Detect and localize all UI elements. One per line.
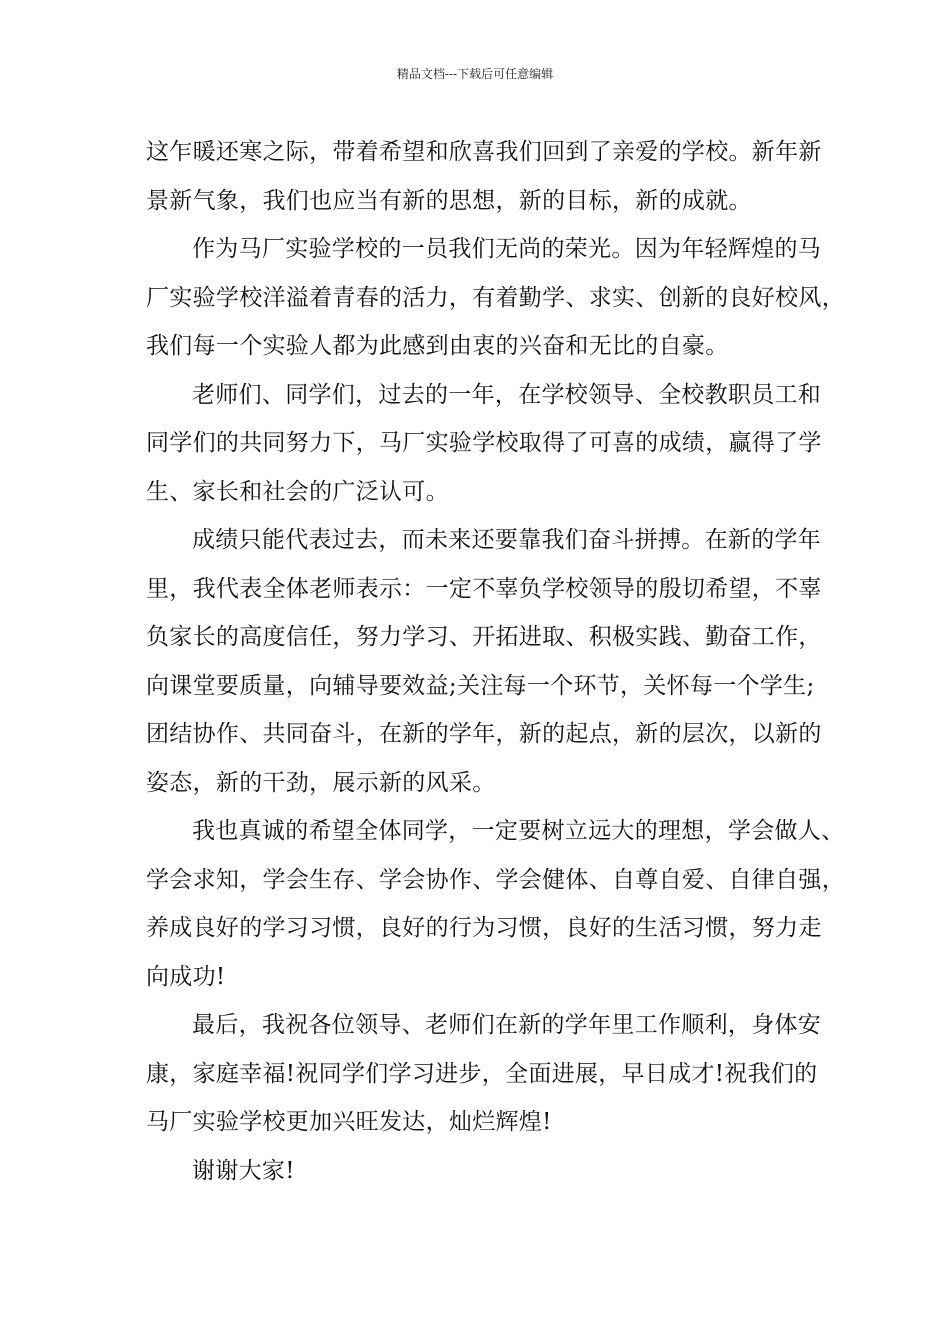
- paragraph: [146, 807, 845, 1001]
- text-line: 景新气象，我们也应当有新的思想，新的目标，新的成就。: [146, 187, 752, 214]
- text-line: 老师们、同学们，过去的一年，在学校领导、全校教职员工和: [192, 381, 822, 408]
- text-line: 厂实验学校洋溢着青春的活力，有着勤学、求实、创新的良好校风，: [146, 284, 845, 311]
- text-line: 这乍暖还寒之际，带着希望和欣喜我们回到了亲爱的学校。新年新: [146, 139, 822, 165]
- text-line: 学会求知，学会生存、学会协作、学会健体、自尊自爱、自律自强，: [146, 866, 845, 893]
- text-line: 康，家庭幸福!祝同学们学习进步，全面进展，早日成才!祝我们的: [146, 1060, 818, 1087]
- text-line: 养成良好的学习习惯，良好的行为习惯，良好的生活习惯，努力走: [146, 915, 822, 941]
- text-line: 同学们的共同努力下，马厂实验学校取得了可喜的成绩，赢得了学: [146, 430, 822, 456]
- text-line: 最后，我祝各位领导、老师们在新的学年里工作顺利，身体安: [192, 1012, 822, 1038]
- text-line: 谢谢大家!: [192, 1157, 295, 1184]
- paragraph: [146, 516, 822, 807]
- text-line: 作为马厂实验学校的一员我们无尚的荣光。因为年轻辉煌的马: [192, 236, 822, 262]
- text-line: 我也真诚的希望全体同学，一定要树立远大的理想，学会做人、: [192, 818, 845, 844]
- document-body: [146, 128, 845, 1195]
- paragraph: [146, 225, 845, 371]
- text-line: 姿态，新的干劲，展示新的风采。: [146, 769, 496, 796]
- page-header: 精品文档---下载后可任意编辑: [396, 67, 554, 81]
- paragraph: [146, 1147, 816, 1196]
- text-line: 成绩只能代表过去，而未来还要靠我们奋斗拼搏。在新的学年: [192, 527, 822, 553]
- paragraph: [146, 1001, 822, 1147]
- paragraph: [146, 371, 822, 517]
- text-line: 生、家长和社会的广泛认可。: [146, 478, 449, 505]
- text-line: 我们每一个实验人都为此感到由衷的兴奋和无比的自豪。: [146, 333, 729, 359]
- text-line: 向课堂要质量，向辅导要效益;关注每一个环节，关怀每一个学生;: [146, 672, 815, 699]
- text-line: 里，我代表全体老师表示：一定不辜负学校领导的殷切希望，不辜: [146, 575, 822, 602]
- text-line: 向成功!: [146, 963, 226, 990]
- text-line: 马厂实验学校更加兴旺发达，灿烂辉煌!: [146, 1109, 552, 1135]
- paragraph: [146, 128, 822, 225]
- text-line: 负家长的高度信任，努力学习、开拓进取、积极实践、勤奋工作，: [146, 624, 822, 650]
- text-line: 团结协作、共同奋斗，在新的学年，新的起点，新的层次，以新的: [146, 721, 822, 747]
